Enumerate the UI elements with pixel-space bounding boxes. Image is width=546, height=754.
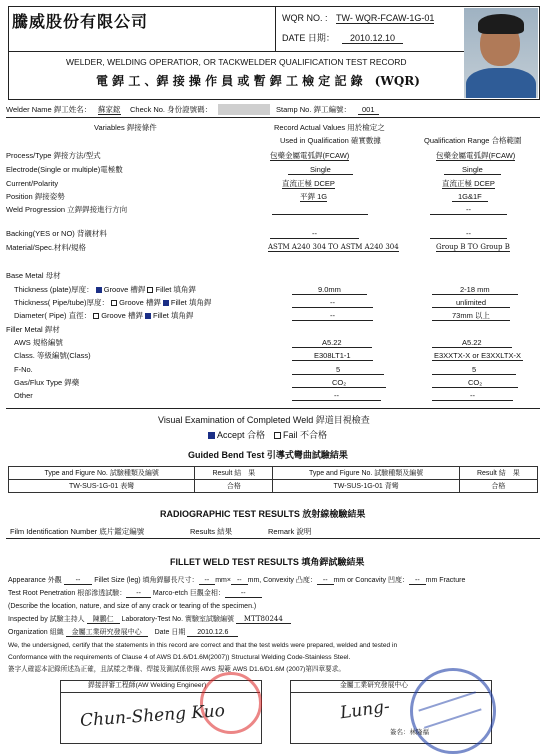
remark-label: Remark 說明 — [268, 527, 312, 536]
filler-label: Other — [14, 391, 33, 400]
col-record: Record Actual Values 用於檢定之 — [274, 123, 385, 132]
title-zh: 電 銲 工 、銲 接 操 作 員 或 暫 銲 工 檢 定 記 錄 (WQR) — [96, 74, 420, 88]
bend-cell: TW-SUS-1G-01 背彎 — [273, 480, 459, 493]
title-en: WELDER, WELDING OPERATIOR, OR TACKWELDER QUALIFICATION TEST RECORD — [66, 57, 407, 67]
fillet-title: FILLET WELD TEST RESULTS 填角銲試驗結果 — [170, 557, 365, 567]
thickness-pipe-row: Thickness( Pipe/tube)厚度： Groove 槽銲 Fillet 填角銲 — [14, 298, 212, 307]
filler-value: A5.22 — [292, 339, 372, 348]
bend-header: Type and Figure No. 試驗種類及編號 — [273, 467, 459, 480]
visual-title: Visual Examination of Completed Weld 銲道目視檢查 — [158, 415, 370, 425]
company-name: 騰威股份有限公司 — [12, 12, 149, 31]
row-value: 包藥金屬電弧銲(FCAW) — [270, 151, 350, 160]
root-row: Test Root Penetration 根部滲透試驗： -- Marco-etch 巨觀金相： -- — [8, 590, 262, 597]
signature-engineer: Chun-Sheng Kuo — [79, 700, 226, 732]
checkbox-groove[interactable] — [111, 300, 117, 306]
filler-title: Filler Metal 銲材 — [6, 325, 60, 334]
filler-label: AWS 規格編號 — [14, 338, 63, 347]
filler-value: CO₂ — [292, 379, 386, 388]
diameter: -- — [292, 312, 373, 321]
bend-header: Result 結 果 — [459, 467, 537, 480]
base-metal-title: Base Metal 母材 — [6, 271, 61, 280]
row-label: Material/Spec.材料/規格 — [6, 243, 87, 252]
checkbox-fillet[interactable] — [147, 287, 153, 293]
divider — [6, 117, 540, 118]
diameter-range: 73mm 以上 — [432, 312, 510, 321]
filler-range: CO₂ — [432, 379, 518, 388]
row-range: 包藥金屬電弧銲(FCAW) — [436, 151, 516, 160]
filler-value: E308LT1-1 — [292, 352, 373, 361]
stamp-no: 001 — [358, 106, 379, 115]
thickness-plate-range: 2-18 mm — [432, 286, 518, 295]
cert-line-3: 簽字人確認本記錄所述為正確，且試樣之準備、焊接及測試係依照 AWS 規範 AWS D1.6/D1.6M (2007)第四章要求。 — [8, 666, 345, 673]
row-range: 1G&1F — [452, 193, 488, 202]
checkbox-groove[interactable] — [96, 287, 102, 293]
checkbox-accept[interactable] — [208, 432, 215, 439]
radio-title: RADIOGRAPHIC TEST RESULTS 放射線檢驗結果 — [160, 509, 366, 519]
bend-header: Type and Figure No. 試驗種類及編號 — [9, 467, 195, 480]
row-value: 平銲 1G — [300, 192, 328, 201]
inspected-row: Inspected by 試驗主持人 陳鵬仁 Laboratory-Test No. 實驗室試驗編號 MTT80244 — [8, 616, 291, 623]
wqr-no-label: WQR NO. : — [282, 13, 328, 23]
filler-range: -- — [432, 392, 513, 401]
bend-table — [8, 466, 538, 493]
engineer-label: 銲接評審工程師(AW Welding Engineer) — [88, 682, 207, 689]
row-label: Electrode(Single or multiple)電極數 — [6, 165, 123, 174]
check-no-label: Check No. 身份證號碼： — [130, 105, 213, 114]
signature-center: Lung- — [338, 696, 391, 724]
diameter-row: Diameter( Pipe) 直徑： Groove 槽銲 Fillet 填角銲 — [14, 311, 194, 320]
bend-cell: 合格 — [459, 480, 537, 493]
row-label: Backing(YES or NO) 背襯材料 — [6, 229, 107, 238]
divider — [6, 408, 540, 409]
filler-range: 5 — [432, 366, 516, 375]
row-range: Single — [444, 166, 501, 175]
stamp-label: Stamp No. 銲工編號： — [276, 105, 352, 114]
center-label: 金屬工業研究發展中心 — [340, 682, 408, 689]
redacted-id — [218, 104, 270, 115]
row-value: ASTM A240 304 TO ASTM A240 304 — [268, 243, 399, 251]
col-range: Qualification Range 合格範圍 — [424, 136, 522, 145]
cert-line-2: Conformance with the requirements of Clause 4 of AWS D1.6/D1.6M(2007)) Structural Welding Code-Stainless Steel. — [8, 654, 351, 661]
filler-value: 5 — [292, 366, 384, 375]
filler-label: Gas/Flux Type 銲藥 — [14, 378, 80, 387]
welder-name: 蘇家鋐 — [98, 105, 121, 114]
row-label: Process/Type 銲接方法/型式 — [6, 151, 101, 160]
thickness-pipe-range: unlimited — [432, 299, 510, 308]
row-range: -- — [430, 206, 507, 215]
thickness-plate-row: Thickness (plate)厚度： Groove 槽銲 Fillet 填角銲 — [14, 285, 196, 294]
bend-title: Guided Bend Test 引導式彎曲試驗結果 — [188, 450, 348, 460]
row-value: Single — [288, 166, 353, 175]
describe-note: (Describe the location, nature, and size of any crack or tearing of the specimen.) — [8, 603, 257, 610]
date: 2010.12.10 — [342, 34, 403, 44]
row-value-blank — [272, 214, 368, 215]
row-value: 直流正極 DCEP — [282, 179, 335, 188]
org-row: Organization 組織 金屬工業研究發展中心 Date 日期 2010.12.6 — [8, 629, 238, 636]
filler-range: A5.22 — [432, 339, 512, 348]
results-label: Results 結果 — [190, 527, 233, 536]
filler-range: E3XXTX-X or E3XXLTX-X — [434, 351, 521, 360]
thickness-plate: 9.0mm — [292, 286, 367, 295]
date-label: DATE 日期： — [282, 33, 335, 43]
bend-cell: TW-SUS-1G-01 表彎 — [9, 480, 195, 493]
checkbox-fillet[interactable] — [163, 300, 169, 306]
wqr-no: TW- WQR-FCAW-1G-01 — [336, 13, 435, 23]
bend-cell: 合格 — [195, 480, 273, 493]
thickness-pipe: -- — [292, 299, 373, 308]
fillet-size-row: Appearance 外觀 -- Fillet Size (leg) 填角銲腳長尺寸： -- mm× -- mm, Convexity 凸度： -- mm or Concavity 凹度： -- mm Fracture — [8, 577, 466, 584]
filler-value: -- — [292, 392, 381, 401]
row-label: Weld Progression 立銲銲接進行方向 — [6, 205, 128, 214]
row-label: Current/Polarity — [6, 179, 59, 188]
checkbox-fail[interactable] — [274, 432, 281, 439]
signer-name: 簽名：林隆福 — [390, 729, 429, 736]
row-range: Group B TO Group B — [436, 243, 510, 251]
divider — [275, 6, 276, 51]
row-value: -- — [270, 230, 359, 239]
row-label: Position 銲接姿勢 — [6, 192, 65, 201]
welder-photo — [464, 8, 538, 98]
visual-options: Accept 合格 Fail 不合格 — [208, 431, 327, 440]
filler-label: F-No. — [14, 365, 33, 374]
welder-name-label: Welder Name 銲工姓名： — [6, 105, 92, 114]
checkbox-fillet[interactable] — [145, 313, 151, 319]
filler-label: Class. 等級編號(Class) — [14, 351, 91, 360]
checkbox-groove[interactable] — [93, 313, 99, 319]
divider — [8, 51, 464, 52]
bend-header: Result 結 果 — [195, 467, 273, 480]
col-variables: Variables 銲接條件 — [94, 123, 157, 132]
film-label: Film Identification Number 底片鑑定編號 — [10, 527, 145, 536]
row-range: 直流正極 DCEP — [442, 179, 495, 188]
row-range: -- — [430, 230, 507, 239]
cert-line-1: We, the undersigned, certify that the statements in this record are correct and that the test welds were prepared, welded and tested in — [8, 642, 398, 649]
divider — [6, 538, 540, 539]
col-used: Used in Qualification 確實數據 — [280, 136, 381, 145]
